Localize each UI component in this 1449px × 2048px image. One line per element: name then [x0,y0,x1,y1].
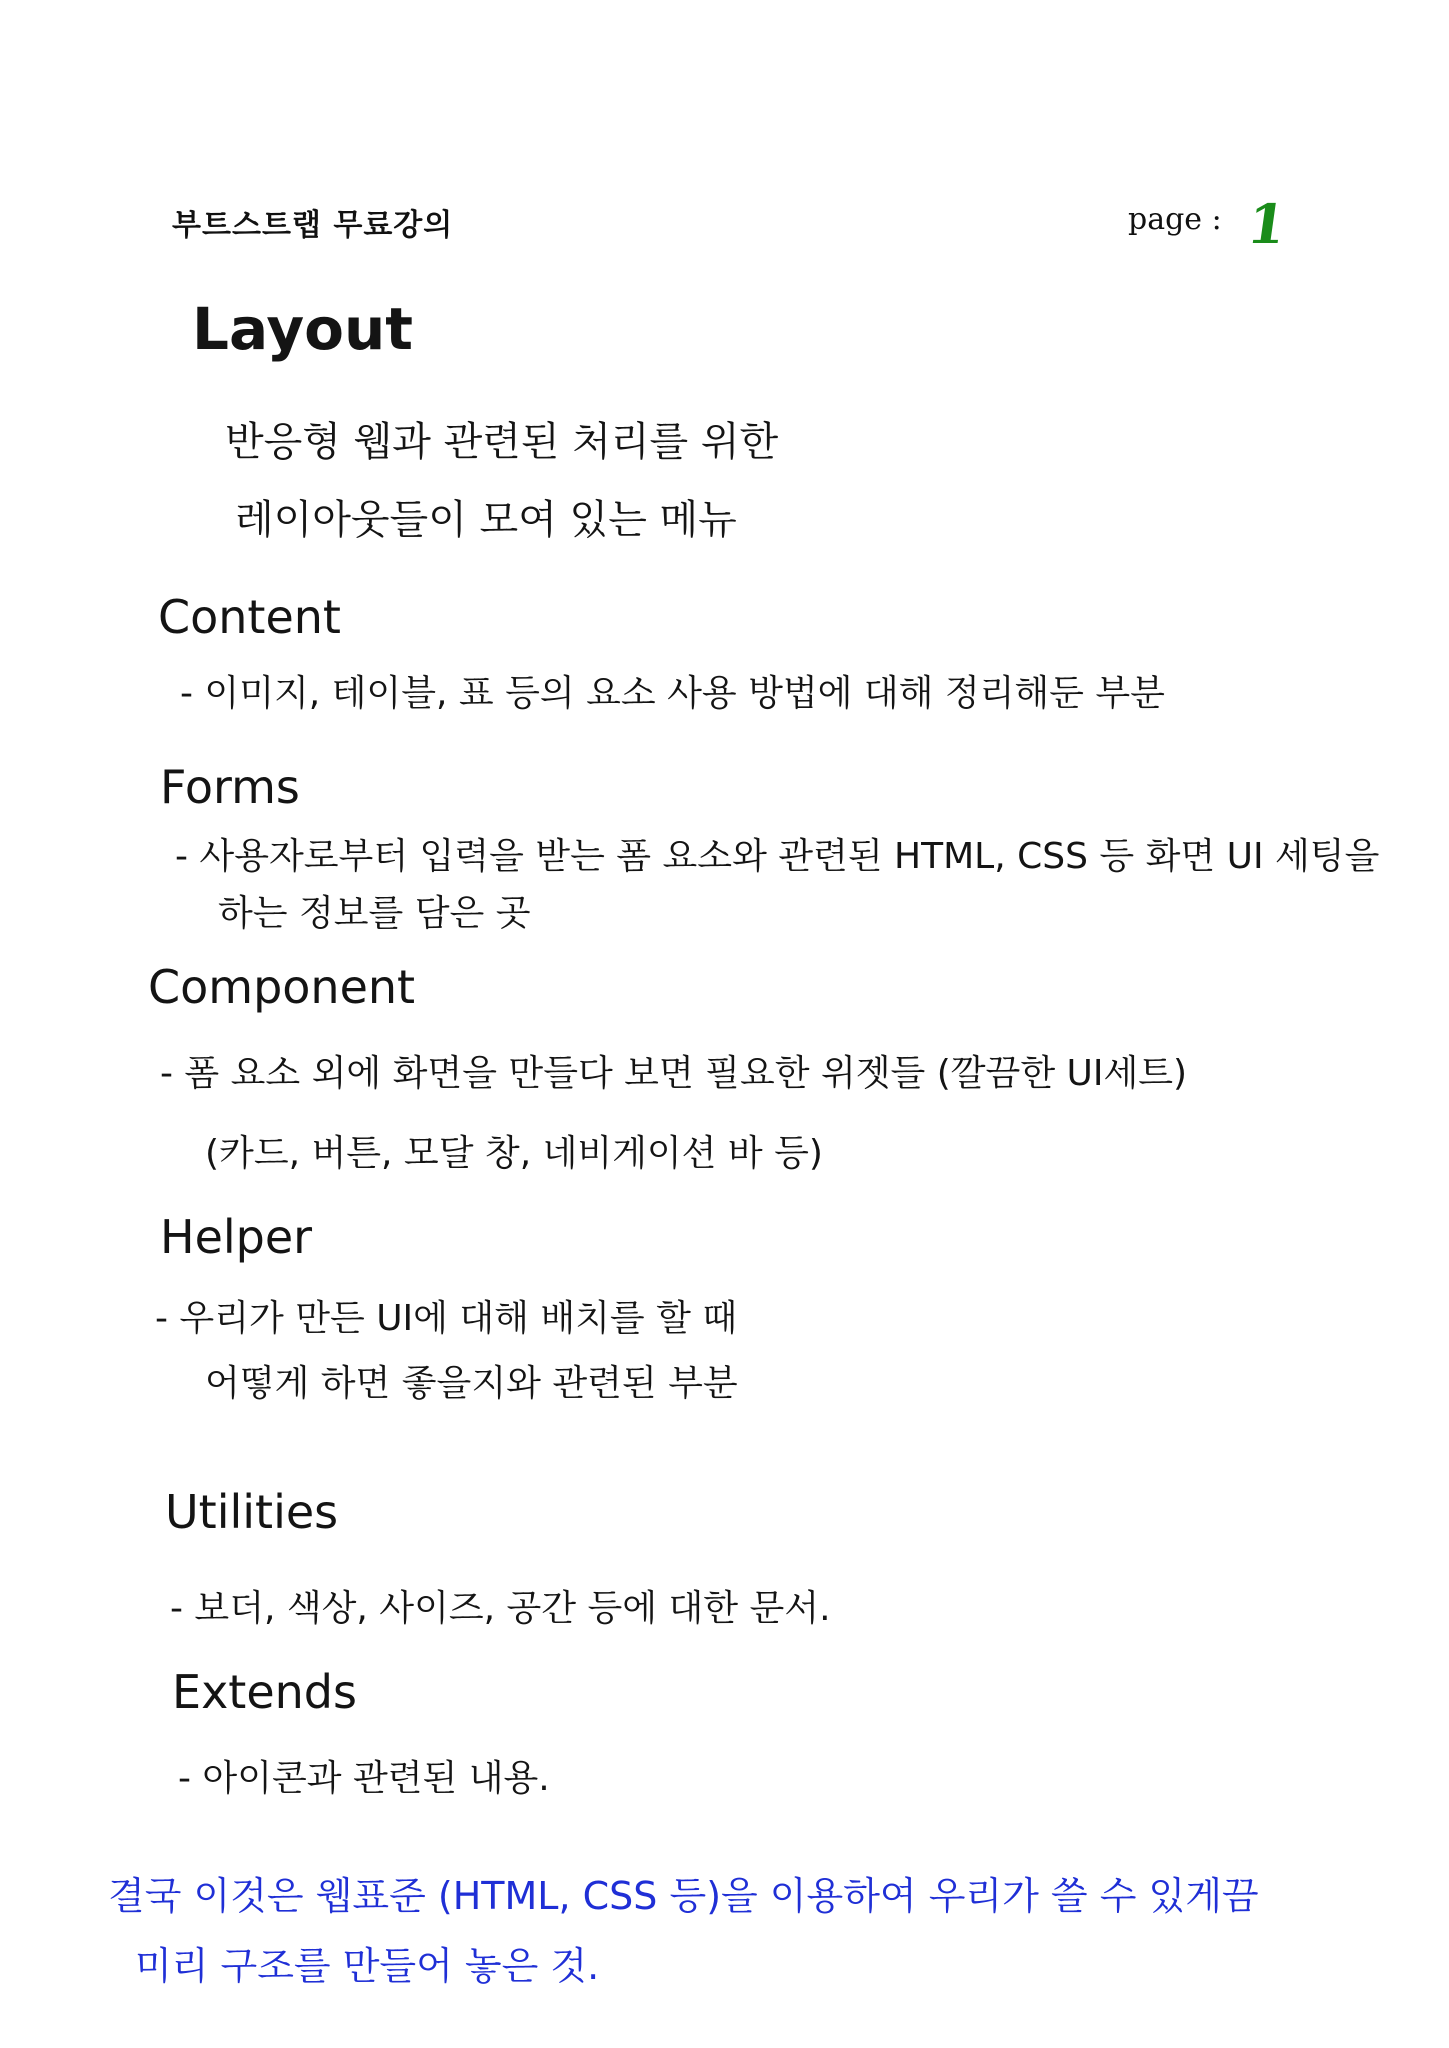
utilities-note-line-1: - 보더, 색상, 사이즈, 공간 등에 대한 문서. [170,1588,831,1629]
section-heading-helper: Helper [160,1210,313,1264]
page-label: page : [1128,202,1222,237]
section-heading-extends: Extends [172,1665,357,1719]
forms-note-line-2: 하는 정보를 담은 곳 [218,893,531,934]
component-note-line-1: - 폼 요소 외에 화면을 만들다 보면 필요한 위젯들 (깔끔한 UI세트) [160,1053,1188,1094]
section-heading-layout: Layout [192,295,413,363]
section-heading-component: Component [148,960,416,1014]
forms-note-line-1: - 사용자로부터 입력을 받는 폼 요소와 관련된 HTML, CSS 등 화면 UI 세팅을 [175,836,1380,877]
summary-line-2: 미리 구조를 만들어 놓은 것. [135,1944,600,1988]
component-note-line-2: (카드, 버튼, 모달 창, 네비게이션 바 등) [205,1133,823,1174]
page-number: 1 [1243,192,1291,256]
extends-note-line-1: - 아이콘과 관련된 내용. [178,1758,550,1799]
layout-note-line-1: 반응형 웹과 관련된 처리를 위한 [225,419,779,465]
layout-note-line-2: 레이아웃들이 모여 있는 메뉴 [235,497,737,543]
helper-note-line-1: - 우리가 만든 UI에 대해 배치를 할 때 [155,1298,738,1339]
section-heading-utilities: Utilities [165,1485,339,1539]
page-title: 부트스트랩 무료강의 [172,208,454,243]
section-heading-content: Content [158,590,341,644]
section-heading-forms: Forms [160,760,300,814]
content-note-line-1: - 이미지, 테이블, 표 등의 요소 사용 방법에 대해 정리해둔 부분 [180,673,1165,714]
helper-note-line-2: 어떻게 하면 좋을지와 관련된 부분 [205,1363,738,1404]
summary-line-1: 결국 이것은 웹표준 (HTML, CSS 등)을 이용하여 우리가 쓸 수 있게끔 [108,1874,1259,1918]
